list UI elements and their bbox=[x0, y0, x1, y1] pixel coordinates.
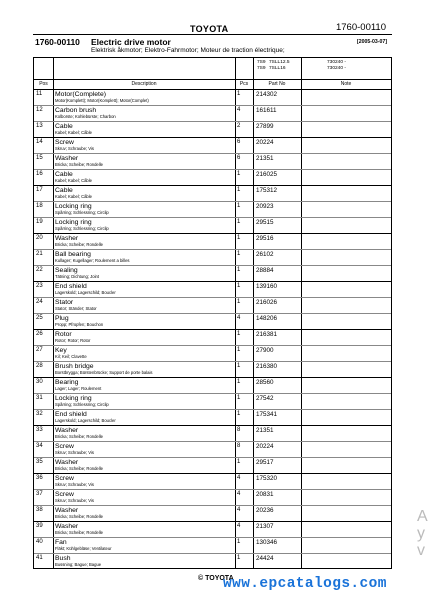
row-part-number: 29517 bbox=[256, 459, 274, 466]
table-row bbox=[34, 249, 391, 265]
part-translations: Kil; Keil; Clavette bbox=[55, 354, 87, 359]
row-pos: 39 bbox=[36, 523, 43, 529]
part-translations: Skruv; Schraube; Vis bbox=[55, 482, 95, 487]
row-pos: 20 bbox=[36, 235, 43, 241]
row-description bbox=[55, 395, 235, 407]
part-translations: Stator; Ständer; Stator bbox=[55, 306, 97, 311]
row-part-number: 130346 bbox=[256, 539, 278, 546]
row-qty: 1 bbox=[237, 219, 241, 225]
row-part-number: 27900 bbox=[256, 347, 274, 354]
row-description bbox=[55, 267, 235, 279]
row-part-number: 20831 bbox=[256, 491, 274, 498]
part-name: Carbon brush bbox=[55, 107, 97, 114]
row-pos: 28 bbox=[36, 363, 43, 369]
row-qty: 4 bbox=[237, 475, 241, 481]
table-row bbox=[34, 185, 391, 201]
row-part-number: 175341 bbox=[256, 411, 278, 418]
part-translations: Lagerskold; Lagerschild; Boucler bbox=[55, 418, 116, 423]
row-part-number: 24424 bbox=[256, 555, 274, 562]
row-description bbox=[55, 379, 235, 391]
col-header-qty: Pcs bbox=[239, 81, 249, 87]
part-translations: Lagerskold; Lagerschild; Boucler bbox=[55, 290, 116, 295]
row-pos: 17 bbox=[36, 187, 43, 193]
watermark-text: www.epcatalogs.com bbox=[223, 576, 387, 592]
row-description bbox=[55, 491, 235, 503]
part-name: Motor(Complete) bbox=[55, 91, 106, 98]
table-row bbox=[34, 441, 391, 457]
row-pos: 38 bbox=[36, 507, 43, 513]
row-description bbox=[55, 411, 235, 423]
row-qty: 6 bbox=[237, 139, 241, 145]
row-pos: 11 bbox=[36, 91, 43, 97]
row-pos: 26 bbox=[36, 331, 43, 337]
part-name: Screw bbox=[55, 443, 74, 450]
row-qty: 8 bbox=[237, 427, 241, 433]
part-translations: Bricka; Scheibe; Rondelle bbox=[55, 434, 103, 439]
row-qty: 1 bbox=[237, 539, 241, 545]
table-row bbox=[34, 409, 391, 425]
row-pos: 36 bbox=[36, 475, 43, 481]
page-code: 1760-00110 bbox=[335, 22, 386, 33]
table-row bbox=[34, 233, 391, 249]
row-pos: 27 bbox=[36, 347, 43, 353]
section-title: Electric drive motor bbox=[91, 37, 171, 47]
row-part-number: 28884 bbox=[256, 267, 274, 274]
brand-header: TOYOTA bbox=[190, 24, 229, 34]
row-description bbox=[55, 155, 235, 167]
row-pos: 33 bbox=[36, 427, 43, 433]
row-description bbox=[55, 139, 235, 151]
part-name: Washer bbox=[55, 155, 79, 162]
row-part-number: 216025 bbox=[256, 171, 278, 178]
row-part-number: 175320 bbox=[256, 475, 278, 482]
part-translations: Skruv; Schraube; Vis bbox=[55, 146, 95, 151]
row-part-number: 20224 bbox=[256, 443, 274, 450]
row-qty: 1 bbox=[237, 187, 241, 193]
part-name: Locking ring bbox=[55, 395, 92, 402]
footer-copyright: © TOYOTA bbox=[198, 575, 234, 582]
table-row bbox=[34, 393, 391, 409]
part-name: Cable bbox=[55, 123, 73, 130]
part-translations: Bricka; Scheibe; Rondelle bbox=[55, 162, 103, 167]
row-pos: 35 bbox=[36, 459, 43, 465]
row-description bbox=[55, 475, 235, 487]
part-name: Rotor bbox=[55, 331, 72, 338]
part-name: Washer bbox=[55, 427, 79, 434]
row-description bbox=[55, 523, 235, 535]
row-qty: 4 bbox=[237, 107, 241, 113]
row-pos: 34 bbox=[36, 443, 43, 449]
col-header-pos: Pos bbox=[39, 81, 48, 87]
row-pos: 32 bbox=[36, 411, 43, 417]
row-pos: 25 bbox=[36, 315, 43, 321]
section-date: [2005-03-07] bbox=[357, 39, 387, 45]
edge-text: A y v bbox=[417, 508, 428, 559]
table-row bbox=[34, 313, 391, 329]
part-translations: Bricka; Scheibe; Rondelle bbox=[55, 466, 103, 471]
part-translations: Bricka; Scheibe; Rondelle bbox=[55, 514, 103, 519]
row-pos: 31 bbox=[36, 395, 43, 401]
row-pos: 40 bbox=[36, 539, 43, 545]
table-row bbox=[34, 457, 391, 473]
table-row bbox=[34, 121, 391, 137]
row-qty: 1 bbox=[237, 395, 241, 401]
part-translations: Spårring; Schlessring; Circlip bbox=[55, 210, 109, 215]
row-pos: 21 bbox=[36, 251, 43, 257]
row-qty: 1 bbox=[237, 347, 241, 353]
header-rule bbox=[33, 34, 392, 35]
row-pos: 13 bbox=[36, 123, 43, 129]
part-translations: Skruv; Schraube; Vis bbox=[55, 498, 95, 503]
row-part-number: 148206 bbox=[256, 315, 278, 322]
part-name: Bearing bbox=[55, 379, 79, 386]
row-qty: 1 bbox=[237, 363, 241, 369]
part-translations: Kabel; Kabel; Câble bbox=[55, 194, 93, 199]
part-name: Ball bearing bbox=[55, 251, 91, 258]
row-qty: 1 bbox=[237, 91, 241, 97]
row-description bbox=[55, 539, 235, 551]
row-part-number: 175312 bbox=[256, 187, 278, 194]
row-part-number: 29516 bbox=[256, 235, 274, 242]
row-part-number: 216380 bbox=[256, 363, 278, 370]
model-name: 7SLL12.5 bbox=[269, 60, 290, 65]
row-part-number: 214302 bbox=[256, 91, 278, 98]
part-name: Washer bbox=[55, 523, 79, 530]
row-qty: 1 bbox=[237, 171, 241, 177]
section-subtitle: Elektrisk åkmotor; Elektro-Fahrmotor; Moteur de traction électrique; bbox=[91, 47, 285, 54]
row-qty: 1 bbox=[237, 555, 241, 561]
row-qty: 4 bbox=[237, 507, 241, 513]
part-translations: Rotor; Rotor; Rotor bbox=[55, 338, 91, 343]
table-row bbox=[34, 265, 391, 281]
row-part-number: 21307 bbox=[256, 523, 274, 530]
table-row bbox=[34, 217, 391, 233]
row-part-number: 21351 bbox=[256, 427, 274, 434]
part-name: Stator bbox=[55, 299, 74, 306]
part-translations: Bricka; Scheibe; Rondelle bbox=[55, 242, 103, 247]
row-part-number: 161611 bbox=[256, 107, 277, 114]
row-pos: 15 bbox=[36, 155, 43, 161]
row-qty: 4 bbox=[237, 491, 241, 497]
table-row bbox=[34, 521, 391, 537]
row-description bbox=[55, 187, 235, 199]
part-translations: Borstbrygga; Bürstenbrücke; Support de porte balais bbox=[55, 370, 153, 375]
part-translations: Skruv; Schraube; Vis bbox=[55, 450, 95, 455]
row-qty: 1 bbox=[237, 251, 241, 257]
part-name: Washer bbox=[55, 459, 79, 466]
part-name: Screw bbox=[55, 475, 74, 482]
row-description bbox=[55, 203, 235, 215]
table-row bbox=[34, 489, 391, 505]
model-row bbox=[257, 66, 382, 72]
part-translations: Spårring; Schlessring; Circlip bbox=[55, 402, 109, 407]
row-part-number: 139160 bbox=[256, 283, 278, 290]
row-description bbox=[55, 251, 235, 263]
part-translations: Motor(Komplett); Motor(Komplett); Motor(Complet) bbox=[55, 98, 149, 103]
part-name: End shield bbox=[55, 283, 87, 290]
row-pos: 23 bbox=[36, 283, 43, 289]
row-description bbox=[55, 219, 235, 231]
table-row bbox=[34, 361, 391, 377]
model-list bbox=[257, 60, 382, 72]
part-name: Cable bbox=[55, 187, 73, 194]
part-name: Locking ring bbox=[55, 203, 92, 210]
part-name: Screw bbox=[55, 139, 74, 146]
part-translations: Kolborste; Kohlebürste; Charbon bbox=[55, 114, 116, 119]
row-pos: 37 bbox=[36, 491, 43, 497]
row-qty: 1 bbox=[237, 379, 241, 385]
model-prefix: 7S9 bbox=[257, 66, 266, 71]
row-description bbox=[55, 331, 235, 343]
table-row bbox=[34, 329, 391, 345]
part-name: End shield bbox=[55, 411, 87, 418]
row-part-number: 27899 bbox=[256, 123, 274, 130]
row-qty: 2 bbox=[237, 123, 241, 129]
row-part-number: 29515 bbox=[256, 219, 274, 226]
table-row bbox=[34, 297, 391, 313]
row-part-number: 20923 bbox=[256, 203, 274, 210]
row-description bbox=[55, 283, 235, 295]
row-qty: 6 bbox=[237, 155, 241, 161]
part-translations: Lager; Lager; Roulement bbox=[55, 386, 102, 391]
row-part-number: 26102 bbox=[256, 251, 274, 258]
part-translations: Kabel; Kabel; Câble bbox=[55, 130, 93, 135]
row-qty: 8 bbox=[237, 443, 241, 449]
col-header-note: Note bbox=[340, 81, 352, 87]
part-name: Bush bbox=[55, 555, 71, 562]
table-row bbox=[34, 169, 391, 185]
part-translations: Bricka; Scheibe; Rondelle bbox=[55, 530, 103, 535]
row-description bbox=[55, 347, 235, 359]
row-pos: 14 bbox=[36, 139, 43, 145]
table-row bbox=[34, 345, 391, 361]
row-pos: 30 bbox=[36, 379, 43, 385]
row-description bbox=[55, 459, 235, 471]
parts-table bbox=[33, 57, 392, 569]
row-pos: 41 bbox=[36, 555, 43, 561]
row-qty: 4 bbox=[237, 523, 241, 529]
row-qty: 1 bbox=[237, 411, 241, 417]
part-name: Washer bbox=[55, 507, 79, 514]
row-description bbox=[55, 443, 235, 455]
part-name: Key bbox=[55, 347, 67, 354]
model-name: 7SLL16 bbox=[269, 66, 286, 71]
row-pos: 12 bbox=[36, 107, 43, 113]
part-translations: Kullager; Kugellager; Roulement a billes bbox=[55, 258, 130, 263]
part-translations: Propp; Pfropfen; Bouchon bbox=[55, 322, 104, 327]
part-translations: Tätning; Dichtung; Joint bbox=[55, 274, 99, 279]
table-row bbox=[34, 153, 391, 169]
row-qty: 1 bbox=[237, 459, 241, 465]
table-row bbox=[34, 505, 391, 521]
table-row bbox=[34, 425, 391, 441]
row-qty: 4 bbox=[237, 315, 241, 321]
col-header-part: Part No bbox=[268, 81, 286, 87]
row-description bbox=[55, 107, 235, 119]
part-name: Plug bbox=[55, 315, 69, 322]
table-row bbox=[34, 281, 391, 297]
table-row bbox=[34, 201, 391, 217]
part-translations: Kabel; Kabel; Câble bbox=[55, 178, 93, 183]
row-qty: 1 bbox=[237, 283, 241, 289]
part-translations: Fläkt; Kühlgebläse; Ventilateur bbox=[55, 546, 112, 551]
row-pos: 22 bbox=[36, 267, 43, 273]
part-name: Brush bridge bbox=[55, 363, 94, 370]
row-description bbox=[55, 91, 235, 103]
row-description bbox=[55, 555, 235, 567]
row-pos: 18 bbox=[36, 203, 43, 209]
row-qty: 1 bbox=[237, 299, 241, 305]
part-name: Cable bbox=[55, 171, 73, 178]
table-row bbox=[34, 537, 391, 553]
row-part-number: 20236 bbox=[256, 507, 274, 514]
part-name: Washer bbox=[55, 235, 79, 242]
part-translations: Bussning; Bague; Bague bbox=[55, 562, 102, 567]
model-serial: 730240 - bbox=[327, 60, 346, 65]
part-name: Fan bbox=[55, 539, 67, 546]
parts-rows bbox=[34, 89, 391, 569]
part-name: Sealing bbox=[55, 267, 78, 274]
row-description bbox=[55, 171, 235, 183]
row-description bbox=[55, 299, 235, 311]
row-part-number: 28560 bbox=[256, 379, 274, 386]
section-code: 1760-00110 bbox=[35, 37, 80, 47]
part-translations: Spårring; Schlessring; Circlip bbox=[55, 226, 109, 231]
row-part-number: 21351 bbox=[256, 155, 274, 162]
row-description bbox=[55, 123, 235, 135]
model-serial: 730240 - bbox=[327, 66, 346, 71]
table-row bbox=[34, 473, 391, 489]
col-header-description: Description bbox=[131, 81, 157, 87]
row-qty: 1 bbox=[237, 235, 241, 241]
row-description bbox=[55, 235, 235, 247]
row-pos: 19 bbox=[36, 219, 43, 225]
table-row bbox=[34, 377, 391, 393]
table-row bbox=[34, 137, 391, 153]
row-qty: 1 bbox=[237, 331, 241, 337]
model-prefix: 7S9 bbox=[257, 60, 266, 65]
row-description bbox=[55, 315, 235, 327]
row-description bbox=[55, 507, 235, 519]
row-part-number: 27542 bbox=[256, 395, 274, 402]
row-part-number: 20224 bbox=[256, 139, 274, 146]
row-pos: 16 bbox=[36, 171, 43, 177]
row-part-number: 216381 bbox=[256, 331, 278, 338]
row-description bbox=[55, 363, 235, 375]
table-row bbox=[34, 89, 391, 105]
row-description bbox=[55, 427, 235, 439]
row-pos: 24 bbox=[36, 299, 43, 305]
row-qty: 1 bbox=[237, 267, 241, 273]
row-part-number: 216026 bbox=[256, 299, 278, 306]
part-name: Locking ring bbox=[55, 219, 92, 226]
table-row bbox=[34, 105, 391, 121]
row-qty: 1 bbox=[237, 203, 241, 209]
table-row bbox=[34, 553, 391, 569]
part-name: Screw bbox=[55, 491, 74, 498]
